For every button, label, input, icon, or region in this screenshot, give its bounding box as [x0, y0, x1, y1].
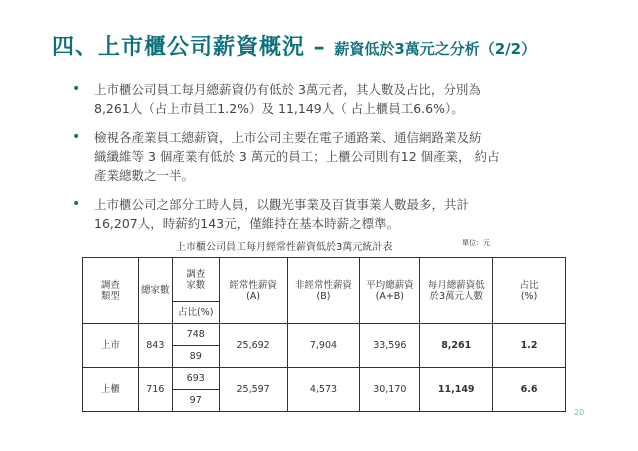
title-main: 四、上市櫃公司薪資概況 – [52, 35, 335, 60]
cell-under-30k: 11,149 [420, 368, 493, 412]
page-number: 20 [574, 408, 585, 417]
cell-total: 843 [138, 324, 172, 368]
cell-share: 1.2 [493, 324, 566, 368]
cell-ratio: 97 [172, 390, 219, 412]
header-type: 調查 類型 [83, 258, 139, 324]
header-total: 總家數 [138, 258, 172, 324]
cell-under-30k: 8,261 [420, 324, 493, 368]
header-irregular: 非經常性薪資 (B) [287, 258, 360, 324]
cell-avg-total: 30,170 [360, 368, 420, 412]
title-sub: 薪資低於3萬元之分析（2/2） [334, 40, 537, 58]
header-under-30k: 每月總薪資低 於3萬元人數 [420, 258, 493, 324]
bullet-line: 織纖維等 3 個產業有低於 3 萬元的員工；上櫃公司則有12 個產業， 約占 [94, 149, 500, 164]
table-row [83, 324, 566, 346]
bullet-list [70, 80, 590, 243]
cell-total: 716 [138, 368, 172, 412]
bullet-item [70, 128, 590, 185]
header-share: 占比 (%) [493, 258, 566, 324]
cell-share: 6.6 [493, 368, 566, 412]
cell-avg-total: 33,596 [360, 324, 420, 368]
header-ratio: 占比(%) [172, 302, 219, 324]
bullet-line: 上市櫃公司之部分工時人員，以觀光事業及百貨事業人數最多，共計 [94, 197, 470, 212]
page-title [52, 30, 536, 61]
cell-irregular: 4,573 [287, 368, 360, 412]
salary-table [82, 257, 566, 412]
cell-surveyed: 693 [172, 368, 219, 390]
bullet-dot-icon: • [72, 196, 81, 212]
cell-type: 上櫃 [83, 368, 139, 412]
header-surveyed: 調查 家數 [172, 258, 219, 302]
header-regular: 經常性薪資 (A) [219, 258, 287, 324]
bullet-dot-icon: • [72, 81, 81, 97]
bullet-item [70, 80, 590, 118]
table-header-row [83, 258, 566, 302]
cell-regular: 25,692 [219, 324, 287, 368]
bullet-line: 產業總數之一半。 [94, 168, 195, 183]
bullet-item [70, 195, 590, 233]
table-unit: 單位：元 [462, 239, 490, 247]
bullet-line: 8,261人（占上市員工1.2%）及 11,149人（ 占上櫃員工6.6%）。 [94, 101, 464, 116]
bullet-line: 16,207人，時薪約143元，僅維持在基本時薪之標準。 [94, 216, 400, 231]
cell-ratio: 89 [172, 346, 219, 368]
cell-regular: 25,597 [219, 368, 287, 412]
header-avg-total: 平均總薪資 (A+B) [360, 258, 420, 324]
table-caption: 上市櫃公司員工每月經常性薪資低於3萬元統計表 [176, 242, 393, 253]
bullet-dot-icon: • [72, 129, 81, 145]
cell-irregular: 7,904 [287, 324, 360, 368]
table-row [83, 368, 566, 390]
bullet-line: 上市櫃公司員工每月總薪資仍有低於 3萬元者，其人數及占比，分別為 [94, 82, 481, 97]
cell-surveyed: 748 [172, 324, 219, 346]
cell-type: 上市 [83, 324, 139, 368]
bullet-line: 檢視各產業員工總薪資，上市公司主要在電子通路業、通信網路業及紡 [94, 130, 482, 145]
